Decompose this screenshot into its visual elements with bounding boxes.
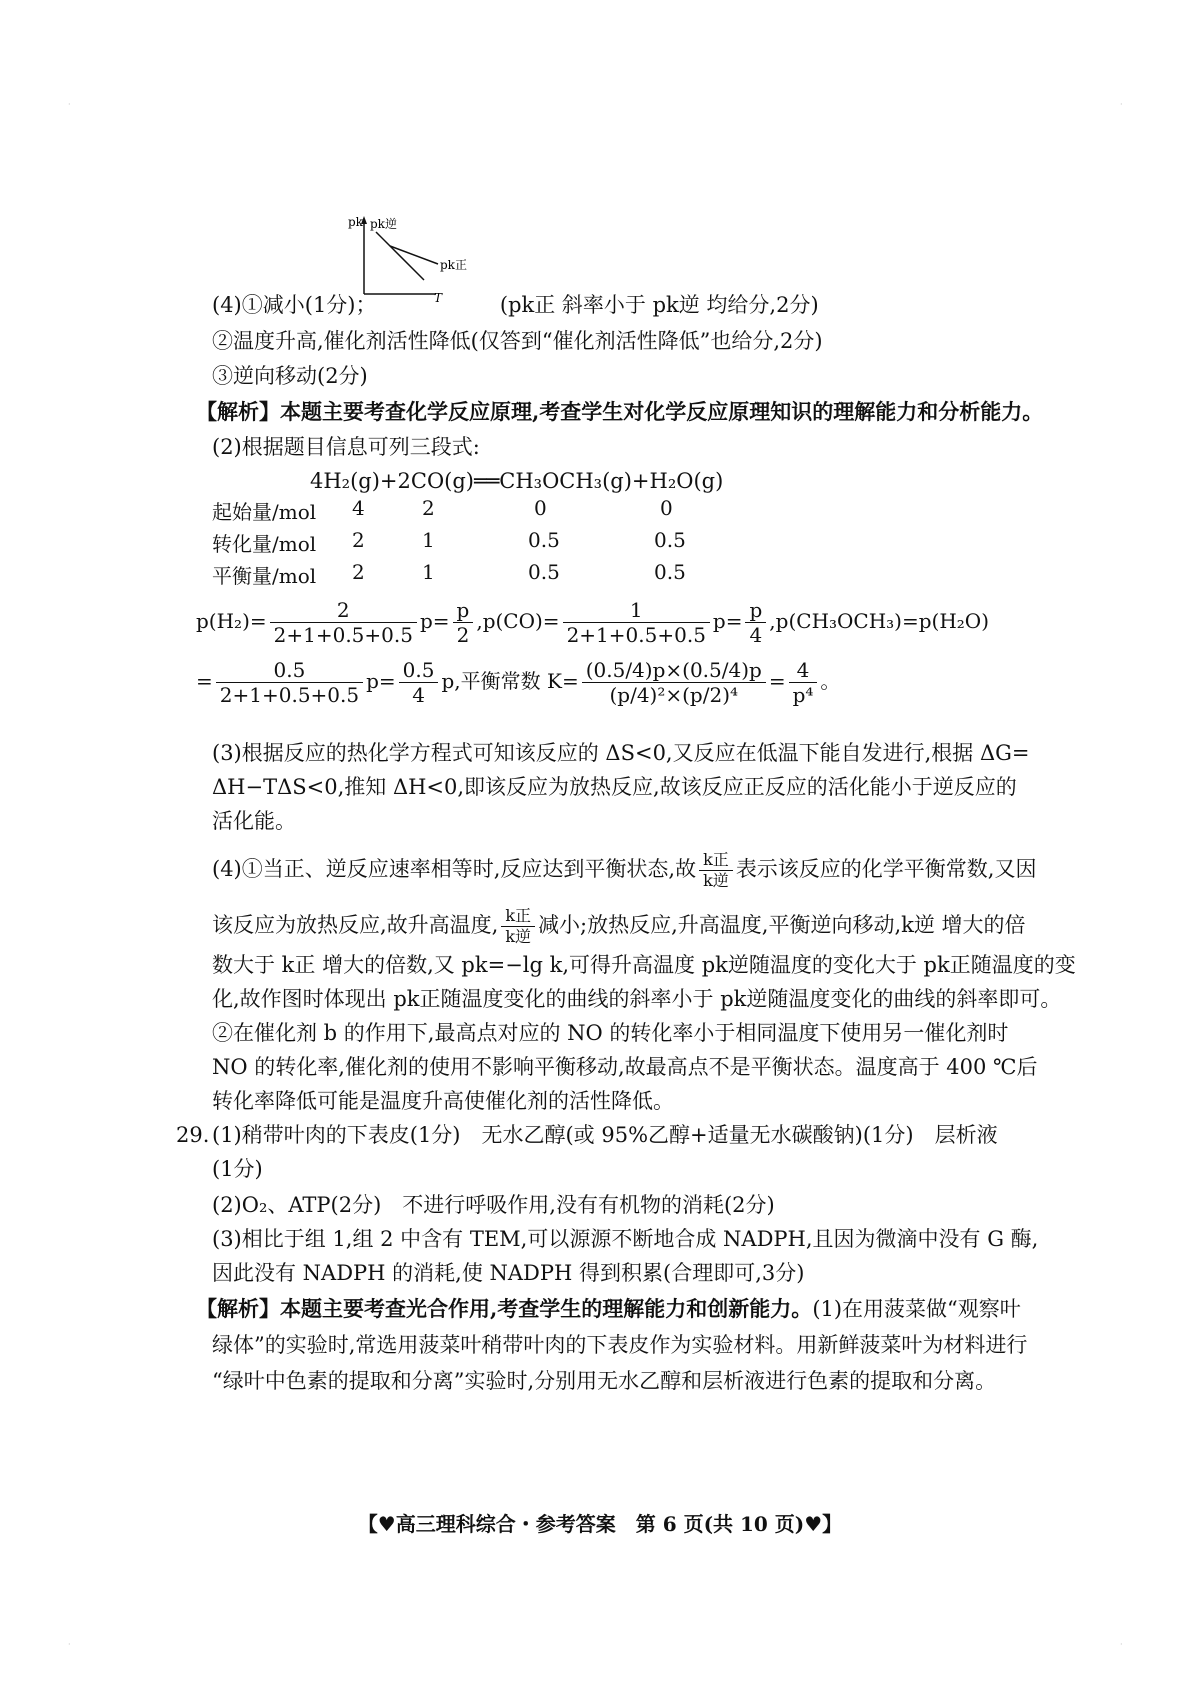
q4-answer-1 [212,290,819,320]
pk-reverse-label: pk逆 [370,217,397,231]
eq2-start: = [196,669,213,693]
p3-line-2: ΔH−TΔS<0,推知 ΔH<0,即该反应为放热反应,故该反应正反应的活化能小于逆反应的 [212,775,1017,799]
p3-line-3: 活化能。 [212,809,296,833]
eq1-ph2: p(H₂)= [196,609,267,633]
y-axis-label: pk [348,216,363,229]
q4-answer-1-note: (pk正 斜率小于 pk逆 均给分,2分) [499,293,819,317]
eq1-eqp: p= [419,609,450,633]
q4-answer-2: ②温度升高,催化剂活性降低(仅答到“催化剂活性降低”也给分,2分) [212,329,823,353]
row-eq-label: 平衡量/mol [212,564,317,588]
q29-line-4: (3)相比于组 1,组 2 中含有 TEM,可以源源不断地合成 NADPH,且因为微滴中没有 G 酶, [212,1227,1039,1251]
q29-line-1: (1)稍带叶肉的下表皮(1分) 无水乙醇(或 95%乙醇+适量无水碳酸钠)(1分) 层析液 [212,1123,998,1147]
analysis-2-line-2: 绿体”的实验时,常选用菠菜叶稍带叶肉的下表皮作为实验材料。用新鲜菠菜叶为材料进行 [212,1333,1028,1357]
p4-line-5: ②在催化剂 b 的作用下,最高点对应的 NO 的转化率小于相同温度下使用另一催化剂时 [212,1021,1009,1045]
p4-line-3: 数大于 k正 增大的倍数,又 pk=−lg k,可得升高温度 pk逆随温度的变化大于 pk正随温度的变 [212,953,1076,977]
eq2-result-frac: $\frac{4}{\text{p⁴}}$ [789,658,818,707]
row-eq-ch3och3: 0.5 [528,560,560,584]
eq2-k-text: p,平衡常数 K= [441,669,579,693]
analysis-1-heading: 【解析】 [196,399,280,424]
k-ratio-frac-2: $\frac{\text{k正}}{\text{k逆}}$ [501,906,535,947]
reaction-equation: 4H₂(g)+2CO(g)══CH₃OCH₃(g)+H₂O(g) [310,469,724,493]
q4-answer-1-text: (4)①减小(1分)； [212,293,377,317]
row-start-h2o: 0 [660,496,673,520]
eq2-eq: = [768,669,786,693]
row-eq-h2o: 0.5 [654,560,686,584]
p4-line-4: 化,故作图时体现出 pk正随温度变化的曲线的斜率小于 pk逆随温度变化的曲线的斜率即可。 [212,987,1062,1011]
eq1-frac-4: $\frac{p}{4}$ [745,598,766,647]
row-start-label: 起始量/mol [212,500,317,524]
row-eq-co: 1 [422,560,435,584]
q29-line-5: 因此没有 NADPH 的消耗,使 NADPH 得到积累(合理即可,3分) [212,1261,805,1285]
row-change-h2o: 0.5 [654,528,686,552]
x-axis-label: T [434,291,443,302]
p4-line-2b: 减小;放热反应,升高温度,平衡逆向移动,k逆 增大的倍 [538,913,1026,937]
three-stage-table [212,496,972,596]
row-start-co: 2 [422,496,435,520]
analysis-1 [196,397,1043,427]
equation-2 [196,658,840,707]
row-change-label: 转化量/mol [212,532,317,556]
row-change-ch3och3: 0.5 [528,528,560,552]
eq2-mid: p= [366,669,396,693]
p4-line-1a: (4)①当正、逆反应速率相等时,反应达到平衡状态,故 [212,857,697,881]
analysis-2-rest: (1)在用菠菜做“观察叶 [812,1297,1021,1321]
p4-line-2a: 该反应为放热反应,故升高温度, [212,913,499,937]
p4-line-2 [212,906,1026,947]
q29-line-3: (2)O₂、ATP(2分) 不进行呼吸作用,没有有机物的消耗(2分) [212,1193,775,1217]
p4-line-1 [212,850,1037,891]
p2-title: (2)根据题目信息可列三段式: [212,435,480,459]
equation-1 [196,598,989,647]
q29-number: 29. [176,1123,210,1147]
eq2-frac-1: $\frac{0.5}{2+1+0.5+0.5}$ [216,658,363,707]
eq1-frac-1: $\frac{2}{2+1+0.5+0.5}$ [270,598,417,647]
analysis-2-bold: 本题主要考查光合作用,考查学生的理解能力和创新能力。 [280,1296,813,1321]
row-start-ch3och3: 0 [534,496,547,520]
pk-forward-label: pk正 [440,258,467,272]
p4-line-6: NO 的转化率,催化剂的使用不影响平衡移动,故最高点不是平衡状态。温度高于 400 ℃后 [212,1055,1038,1079]
eq1-frac-3: $\frac{1}{2+1+0.5+0.5}$ [563,598,710,647]
q29-line-2: (1分) [212,1157,263,1181]
row-change-co: 1 [422,528,435,552]
p4-line-7: 转化率降低可能是温度升高使催化剂的活性降低。 [212,1089,674,1113]
analysis-2-heading: 【解析】 [196,1296,280,1321]
p4-line-1b: 表示该反应的化学平衡常数,又因 [735,857,1037,881]
eq1-tail: ,p(CH₃OCH₃)=p(H₂O) [769,609,990,633]
eq2-frac-2: $\frac{0.5}{4}$ [399,658,439,707]
k-ratio-frac: $\frac{\text{k正}}{\text{k逆}}$ [699,850,733,891]
analysis-1-intro: 本题主要考查化学反应原理,考查学生对化学反应原理知识的理解能力和分析能力。 [280,399,1044,424]
page-footer: 【♥高三理科综合・参考答案 第 6 页(共 10 页)♥】 [357,1512,843,1536]
eq1-frac-2: $\frac{p}{2}$ [453,598,474,647]
eq2-k-frac: $\frac{(0.5/4)p\times(0.5/4)p}{\text{(p/4)²×(p/2)⁴}}$ [582,658,766,707]
eq2-end: 。 [820,669,841,693]
eq1-pco: ,p(CO)= [476,609,560,633]
row-eq-h2: 2 [352,560,365,584]
pk-forward-line [390,246,438,264]
row-change-h2: 2 [352,528,365,552]
p3-line-1: (3)根据反应的热化学方程式可知该反应的 ΔS<0,又反应在低温下能自发进行,根据 ΔG= [212,741,1030,765]
row-start-h2: 4 [352,496,365,520]
eq1-eqp2: p= [712,609,743,633]
analysis-2-line-1 [196,1294,1021,1324]
q4-answer-3: ③逆向移动(2分) [212,364,368,388]
analysis-2-line-3: “绿叶中色素的提取和分离”实验时,分别用无水乙醇和层析液进行色素的提取和分离。 [212,1369,997,1393]
